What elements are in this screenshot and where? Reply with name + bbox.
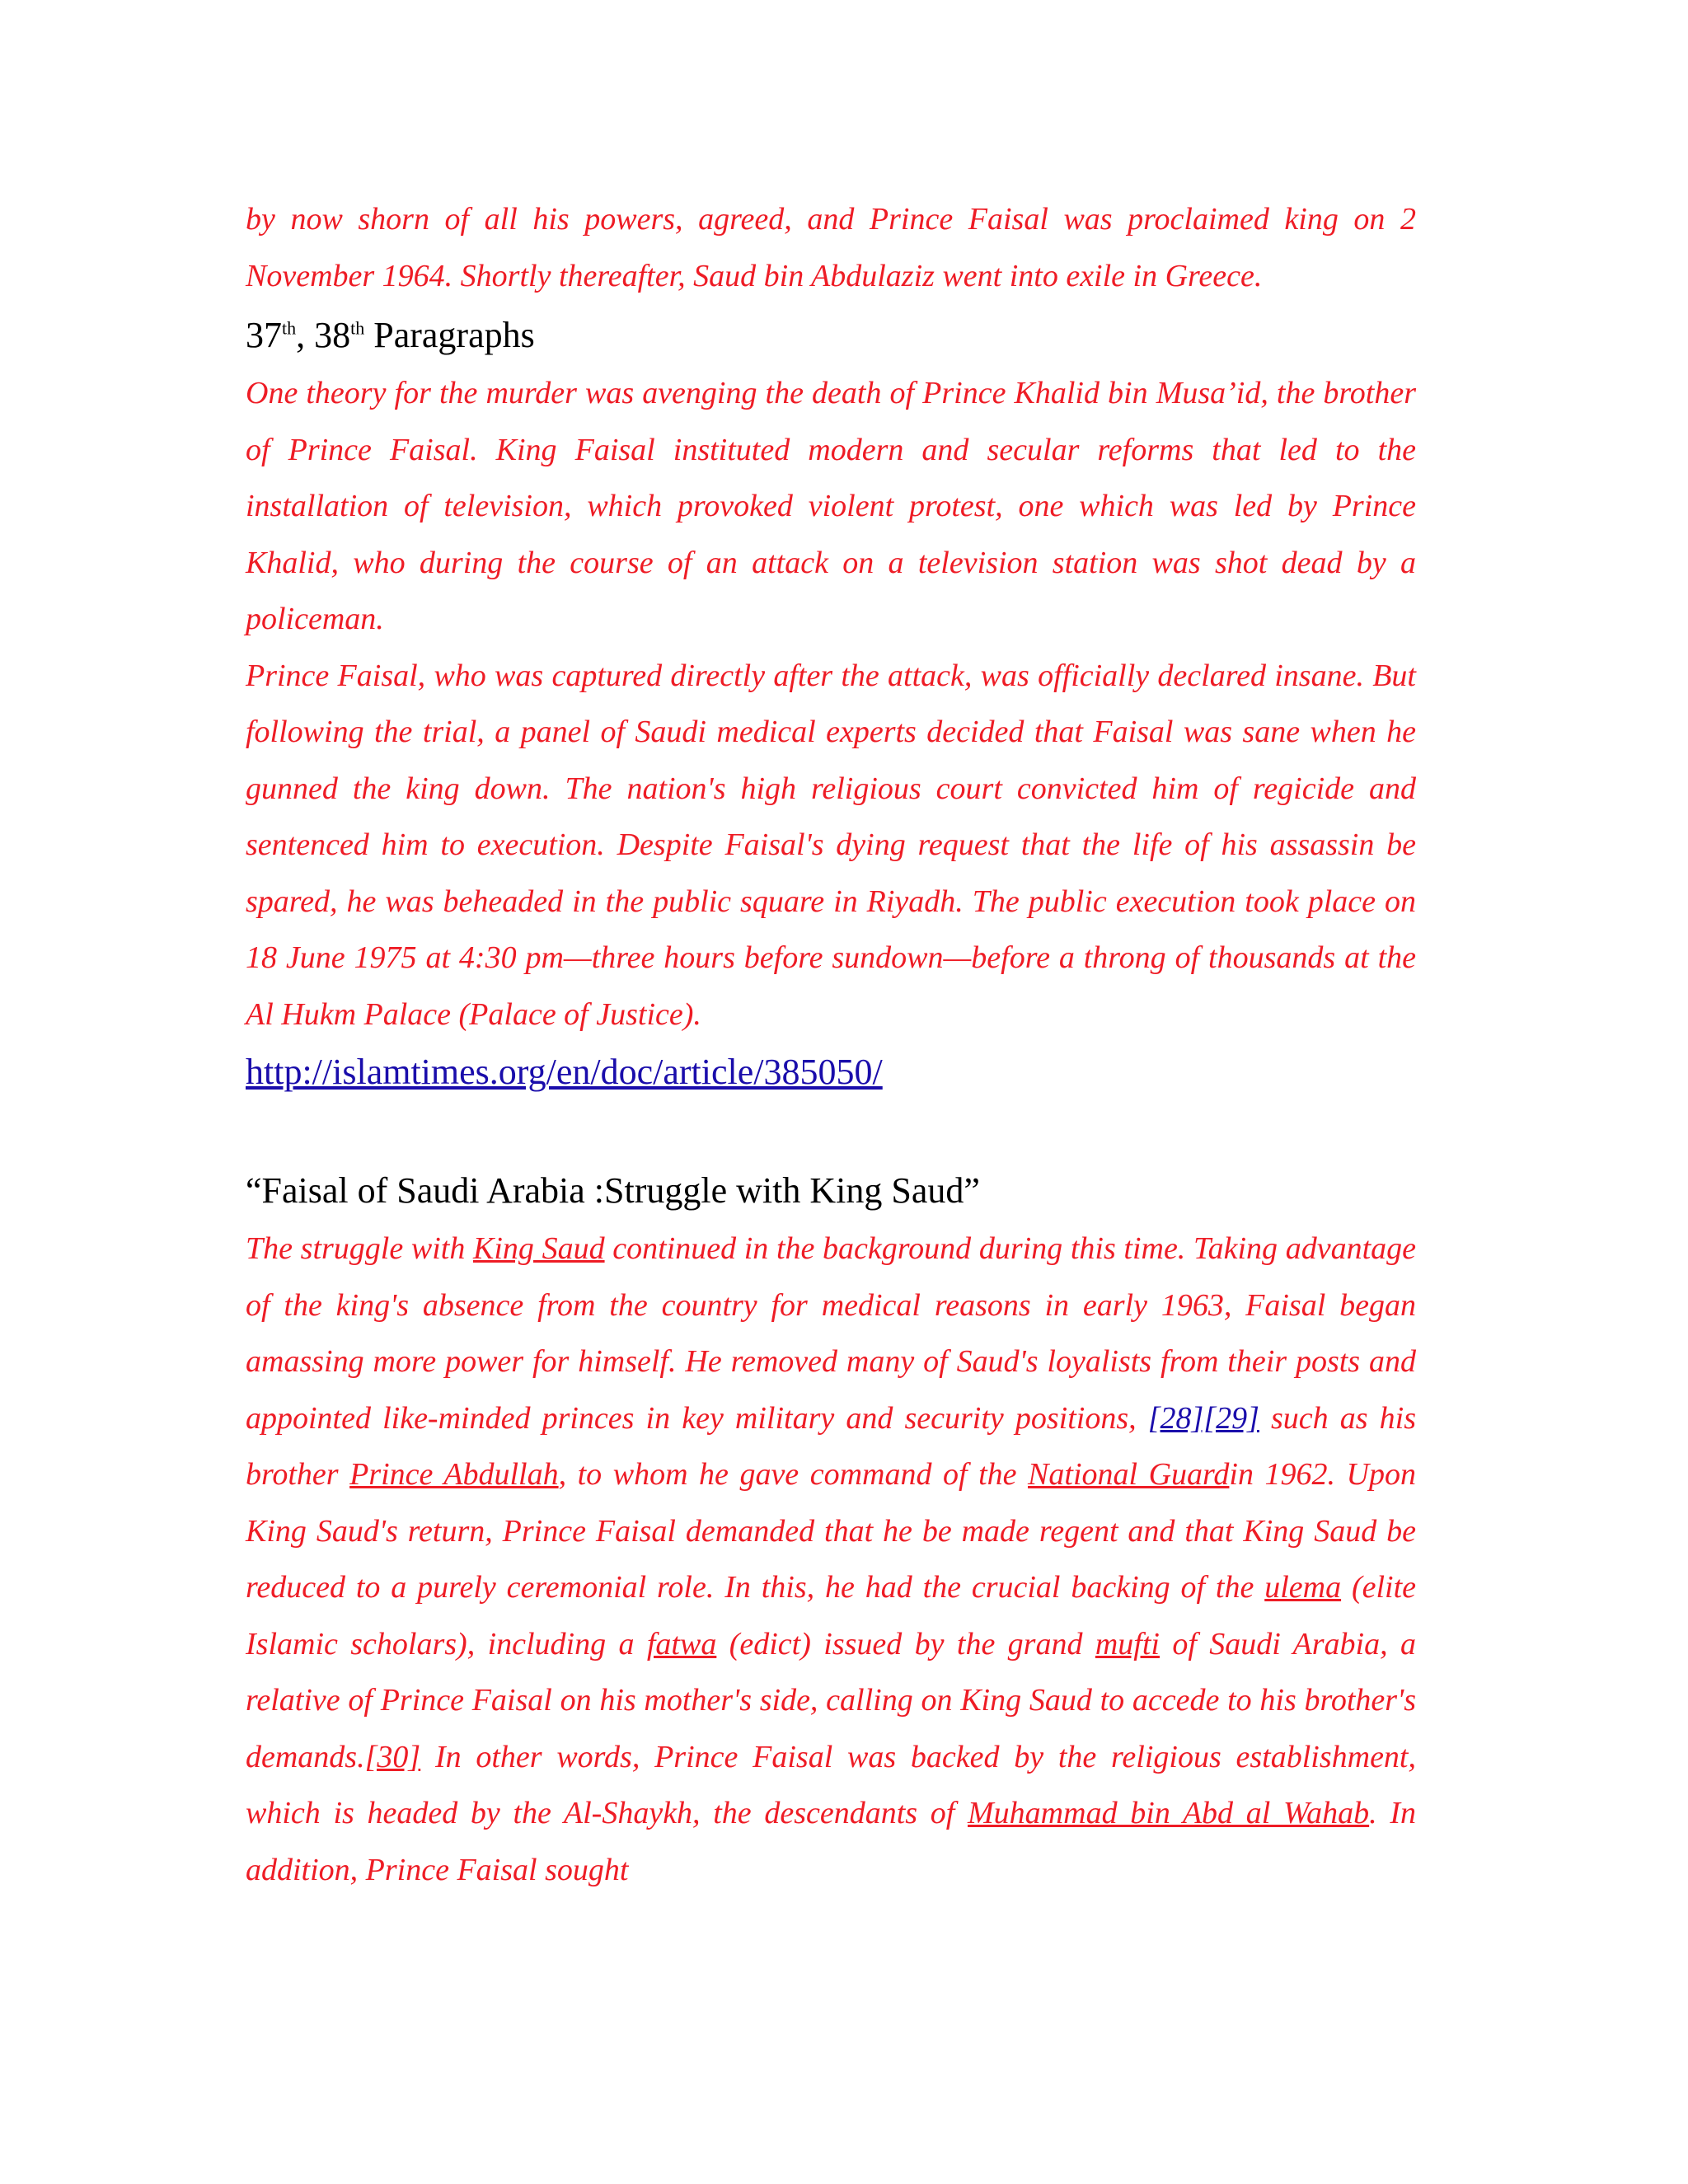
text-segment: of Saudi Arabia, a relative of Prince Faisal on his mother's side, calling on King Saud to accede to his brother's demands. (246, 1626, 1416, 1774)
spacer (246, 1102, 1416, 1160)
paragraph-exile-line-1: by now shorn of all his powers, agreed, and Prince Faisal was proclaimed king on 2 (246, 202, 1416, 237)
citation-link-28-29[interactable]: [28][29] (1147, 1400, 1259, 1436)
paragraph-murder-theory: One theory for the murder was avenging the death of Prince Khalid bin Musa’id, the brother of Prince Faisal. King Faisal instituted modern and secular reforms that led to the installation of television, which provoked violent protest, one which was led by Prince Khalid, who during the course of an attack on a television station was shot dead by a policeman. (246, 376, 1416, 636)
paragraph-execution: Prince Faisal, who was captured directly after the attack, was officially declared insane. But following the trial, a panel of Saudi medical experts decided that Faisal was sane when he gunned the king down. The nation's high religious court convicted him of regicide and sentenced him to execution. Despite Faisal's dying request that the life of his assassin be spared, he was beheaded in the public square in Riyadh. The public execution took place on 18 June 1975 at 4:30 pm—three hours before sundown—before a throng of thousands at the Al Hukm Palace (Palace of Justice). (246, 658, 1416, 1032)
text-segment: The struggle with (246, 1231, 473, 1266)
heading-label: Paragraphs (364, 315, 535, 355)
document-page (246, 191, 1416, 1898)
heading-number-1: 37 (246, 315, 282, 355)
text-segment: (elite Islamic scholars), including a (246, 1570, 1416, 1661)
link-ulema[interactable]: ulema (1264, 1570, 1342, 1605)
link-muhammad-bin-abd-al-wahab[interactable]: Muhammad bin Abd al Wahab (968, 1796, 1370, 1830)
text-segment: continued in the background during this time. Taking advantage of the king's absence from the country for medical reasons in early 1963, Faisal began amassing more power for himself. He removed many of Saud's loyalists from their posts and appointed like-minded princes in key military and security positions, (246, 1231, 1416, 1436)
link-prince-abdullah[interactable]: Prince Abdullah (349, 1457, 559, 1492)
source-link[interactable]: http://islamtimes.org/en/doc/article/385050/ (246, 1052, 883, 1092)
text-segment: . In addition, Prince Faisal sought (246, 1796, 1416, 1887)
heading-separator: , (296, 315, 315, 355)
text-segment: (edict) issued by the grand (716, 1626, 1095, 1661)
link-fatwa[interactable]: fatwa (646, 1626, 717, 1661)
section-heading-paragraphs (246, 306, 1416, 365)
heading-ordinal-2: th (350, 317, 365, 339)
link-national-guard[interactable]: National Guard (1028, 1457, 1230, 1492)
text-segment: such as his brother (246, 1400, 1416, 1492)
section-heading-struggle: “Faisal of Saudi Arabia :Struggle with King Saud” (246, 1170, 980, 1211)
text-segment: in 1962. Upon King Saud's return, Prince Faisal demanded that he be made regent and that King Saud be reduced to a purely ceremonial role. In this, he had the crucial backing of the (246, 1457, 1416, 1605)
text-segment: , to whom he gave command of the (558, 1457, 1029, 1492)
citation-link-30[interactable]: [30] (364, 1739, 421, 1774)
link-king-saud[interactable]: King Saud (473, 1231, 605, 1266)
paragraph-exile-line-2: November 1964. Shortly thereafter, Saud bin Abdulaziz went into exile in Greece. (246, 258, 1263, 293)
paragraph-exile (246, 191, 1416, 304)
link-mufti[interactable]: mufti (1095, 1626, 1160, 1661)
paragraph-struggle (246, 1221, 1416, 1898)
text-segment: In other words, Prince Faisal was backed by the religious establishment, which is headed by the Al-Shaykh, the descendants of (246, 1739, 1416, 1830)
heading-number-2: 38 (314, 315, 351, 355)
heading-ordinal-1: th (282, 317, 297, 339)
